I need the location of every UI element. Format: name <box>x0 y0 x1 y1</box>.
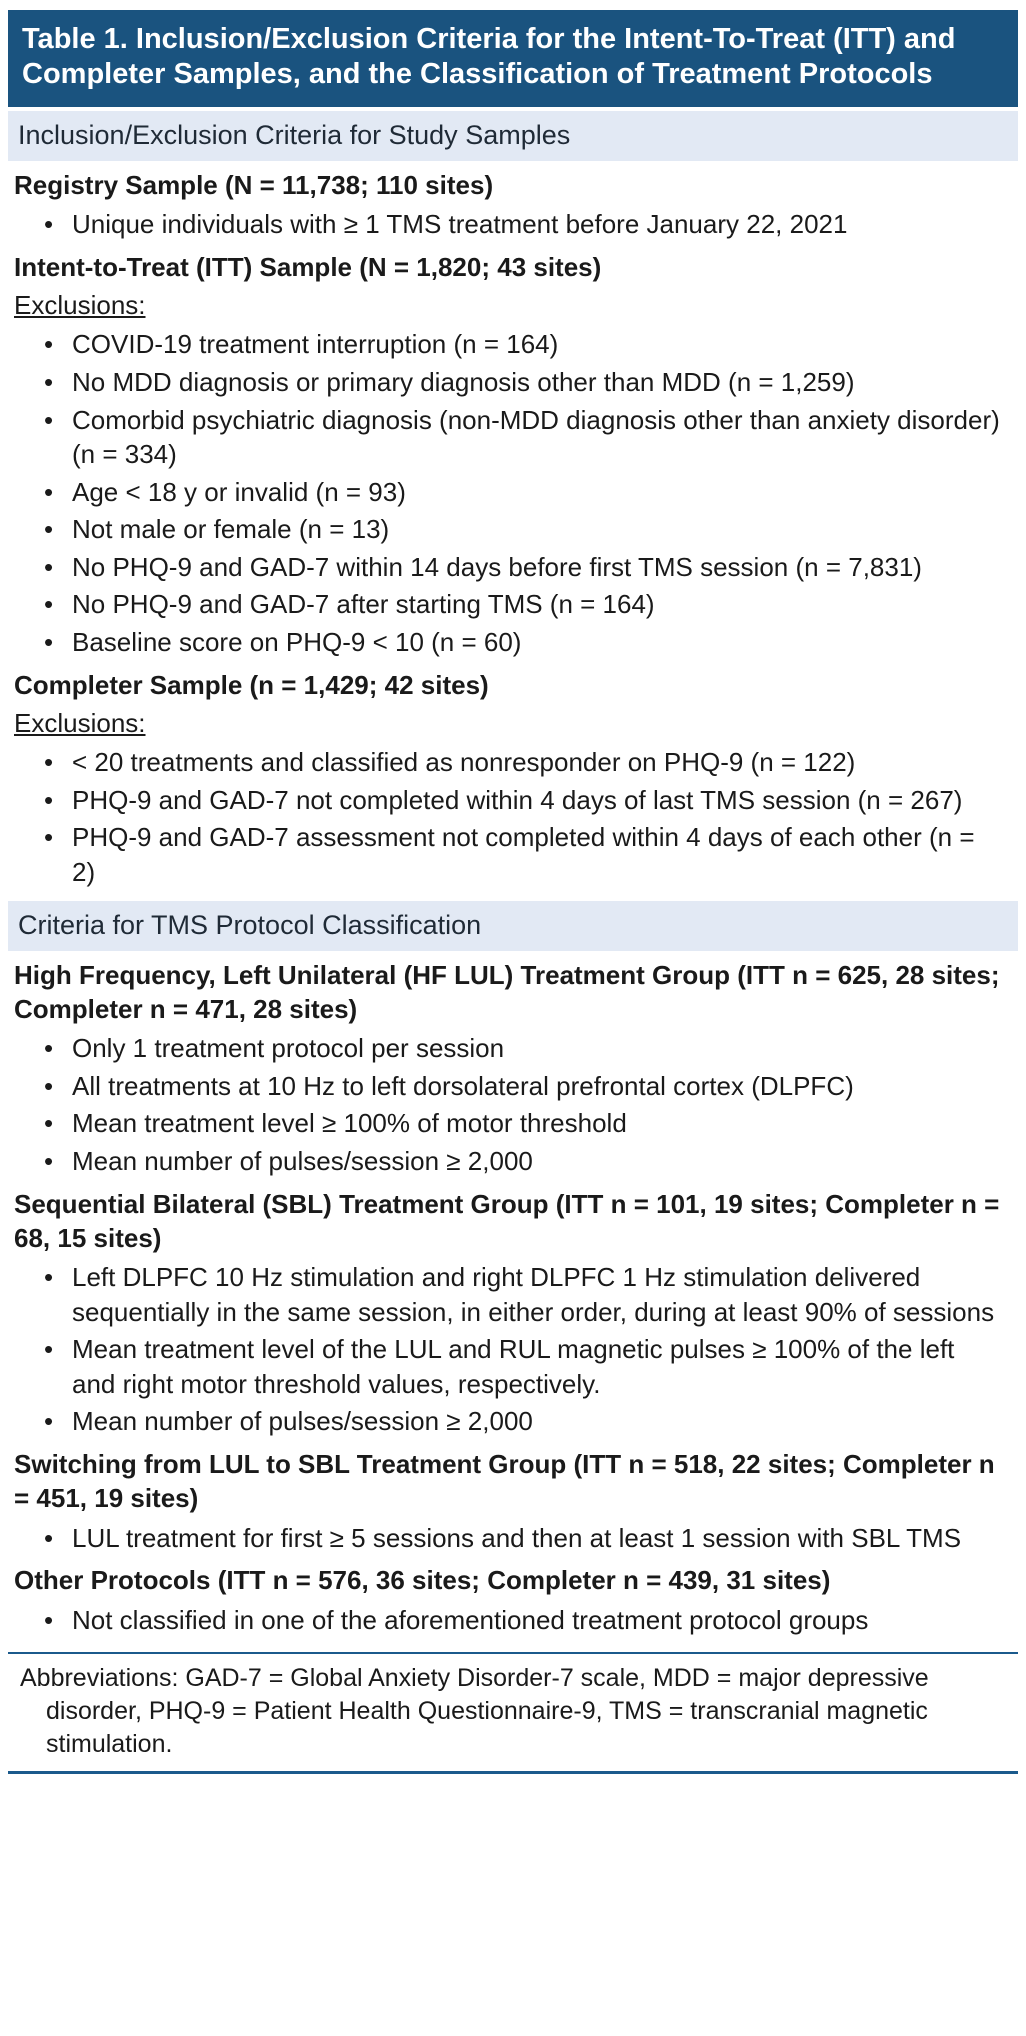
section-header: Inclusion/Exclusion Criteria for Study Samples <box>8 111 1018 161</box>
bullet-item: • Mean treatment level of the LUL and RUL magnetic pulses ≥ 100% of the left and right motor threshold values, respectively. <box>8 1332 1004 1401</box>
bullet-item: • No PHQ-9 and GAD-7 within 14 days before first TMS session (n = 7,831) <box>8 550 1004 585</box>
bullet-item: • Not classified in one of the aforementioned treatment protocol groups <box>8 1603 1004 1638</box>
bullet-list <box>8 1031 1018 1183</box>
bullet-item: • Mean treatment level ≥ 100% of motor threshold <box>8 1106 1004 1141</box>
table-title: Table 1. Inclusion/Exclusion Criteria for the Intent-To-Treat (ITT) and Completer Samples, and the Classification of Treatment Protocols <box>8 10 1018 107</box>
group-subheading: Intent-to-Treat (ITT) Sample (N = 1,820; 43 sites) <box>14 251 602 282</box>
bullet-item: • < 20 treatments and classified as nonresponder on PHQ-9 (n = 122) <box>8 745 1004 780</box>
bullet-item: • No MDD diagnosis or primary diagnosis other than MDD (n = 1,259) <box>8 365 1004 400</box>
bullet-item: • Baseline score on PHQ-9 < 10 (n = 60) <box>8 625 1004 660</box>
bullet-item: • Left DLPFC 10 Hz stimulation and right DLPFC 1 Hz stimulation delivered sequentially in the same session, in either order, during at least 90% of sessions <box>8 1260 1004 1329</box>
bullet-item: • Mean number of pulses/session ≥ 2,000 <box>8 1144 1004 1179</box>
bullet-item: • All treatments at 10 Hz to left dorsolateral prefrontal cortex (DLPFC) <box>8 1069 1004 1104</box>
bullet-item: • Only 1 treatment protocol per session <box>8 1031 1004 1066</box>
bullet-list <box>8 327 1018 664</box>
bullet-item: • Comorbid psychiatric diagnosis (non-MDD diagnosis other than anxiety disorder) (n = 334) <box>8 403 1004 472</box>
group-subheading: Switching from LUL to SBL Treatment Group (ITT n = 518, 22 sites; Completer n = 451, 19 sites) <box>14 1449 995 1514</box>
bullet-list <box>8 207 1018 247</box>
group-subheading: High Frequency, Left Unilateral (HF LUL) Treatment Group (ITT n = 625, 28 sites; Completer n = 471, 28 sites) <box>14 959 1000 1024</box>
table-bottom-border <box>8 1771 1018 1774</box>
abbreviations-note: Abbreviations: GAD-7 = Global Anxiety Disorder-7 scale, MDD = major depressive disorder, PHQ-9 = Patient Health Questionnaire-9, TMS = transcranial magnetic stimulation. <box>20 1664 929 1759</box>
exclusions-label: Exclusions: <box>14 290 146 321</box>
group-subheading: Sequential Bilateral (SBL) Treatment Group (ITT n = 101, 19 sites; Completer n = 68, 15 sites) <box>14 1188 1000 1253</box>
group-subheading: Completer Sample (n = 1,429; 42 sites) <box>14 669 489 700</box>
bullet-list <box>8 745 1018 894</box>
exclusions-label: Exclusions: <box>14 707 146 738</box>
table-body <box>8 111 1018 1642</box>
table-1 <box>8 10 1018 1774</box>
group-subheading: Other Protocols (ITT n = 576, 36 sites; Completer n = 439, 31 sites) <box>14 1565 831 1596</box>
bullet-list <box>8 1260 1018 1444</box>
bullet-list <box>8 1521 1018 1561</box>
bullet-item: • Unique individuals with ≥ 1 TMS treatment before January 22, 2021 <box>8 207 1004 242</box>
section-header: Criteria for TMS Protocol Classification <box>8 901 1018 951</box>
bullet-item: • PHQ-9 and GAD-7 assessment not completed within 4 days of each other (n = 2) <box>8 820 1004 889</box>
bullet-item: • PHQ-9 and GAD-7 not completed within 4 days of last TMS session (n = 267) <box>8 783 1004 818</box>
bullet-item: • COVID-19 treatment interruption (n = 164) <box>8 327 1004 362</box>
bullet-item: • Age < 18 y or invalid (n = 93) <box>8 475 1004 510</box>
bullet-item: • Mean number of pulses/session ≥ 2,000 <box>8 1404 1004 1439</box>
footnote-divider <box>8 1652 1018 1654</box>
bullet-item: • No PHQ-9 and GAD-7 after starting TMS (n = 164) <box>8 587 1004 622</box>
bullet-list <box>8 1603 1018 1643</box>
bullet-item: • LUL treatment for first ≥ 5 sessions and then at least 1 session with SBL TMS <box>8 1521 1004 1556</box>
group-subheading: Registry Sample (N = 11,738; 110 sites) <box>14 169 494 200</box>
bullet-item: • Not male or female (n = 13) <box>8 512 1004 547</box>
